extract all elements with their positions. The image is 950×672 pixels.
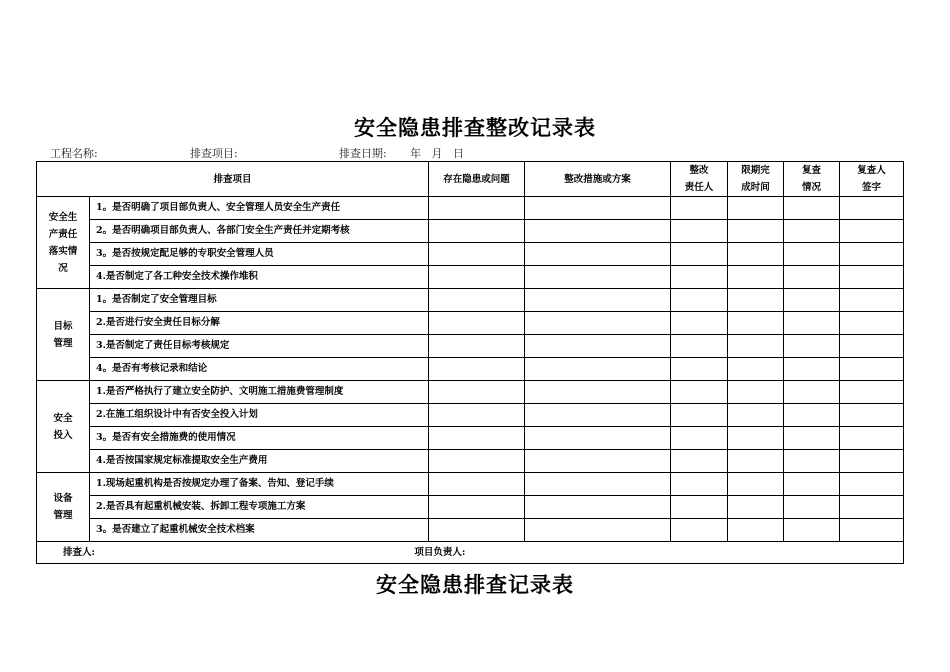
date-units: 年 月 日: [410, 147, 464, 160]
recheck-cell[interactable]: [784, 450, 840, 473]
header-item: 排查项目: [37, 162, 429, 197]
responsible-cell[interactable]: [671, 381, 728, 404]
measures-cell[interactable]: [525, 220, 671, 243]
header-hazard: 存在隐患或问题: [429, 162, 525, 197]
measures-cell[interactable]: [525, 450, 671, 473]
hazard-cell[interactable]: [429, 312, 525, 335]
measures-cell[interactable]: [525, 404, 671, 427]
table-row: [37, 289, 904, 312]
rechecker-cell[interactable]: [840, 473, 904, 496]
recheck-cell[interactable]: [784, 289, 840, 312]
hazard-cell[interactable]: [429, 266, 525, 289]
deadline-cell[interactable]: [728, 197, 784, 220]
measures-cell[interactable]: [525, 358, 671, 381]
check-item-cell: 3。是否按规定配足够的专职安全管理人员: [90, 243, 429, 266]
rechecker-cell[interactable]: [840, 220, 904, 243]
check-item-cell: 4.是否制定了各工种安全技术操作堆积: [90, 266, 429, 289]
header-deadline: 限期完 成时间: [728, 162, 784, 197]
check-item-cell: 1.是否严格执行了建立安全防护、文明施工措施费管理制度: [90, 381, 429, 404]
measures-cell[interactable]: [525, 312, 671, 335]
header-measures: 整改措施或方案: [525, 162, 671, 197]
responsible-cell[interactable]: [671, 220, 728, 243]
deadline-cell[interactable]: [728, 312, 784, 335]
check-item-cell: 1.现场起重机构是否按规定办理了备案、告知、登记手续: [90, 473, 429, 496]
measures-cell[interactable]: [525, 427, 671, 450]
check-item-cell: 3.是否制定了责任目标考核规定: [90, 335, 429, 358]
measures-cell[interactable]: [525, 381, 671, 404]
category-cell: 安全生 产责任 落实情 况: [37, 197, 90, 289]
hazard-cell[interactable]: [429, 427, 525, 450]
table-row: [37, 243, 904, 266]
check-item-label: 排查项目:: [190, 147, 238, 160]
recheck-cell[interactable]: [784, 381, 840, 404]
inspector-label: 排查人:: [63, 546, 96, 558]
rechecker-cell[interactable]: [840, 496, 904, 519]
rechecker-cell[interactable]: [840, 289, 904, 312]
rechecker-cell[interactable]: [840, 358, 904, 381]
header-row: [37, 162, 904, 197]
category-cell: 目标 管理: [37, 289, 90, 381]
table-row: [37, 473, 904, 496]
responsible-cell[interactable]: [671, 243, 728, 266]
recheck-cell[interactable]: [784, 473, 840, 496]
responsible-cell[interactable]: [671, 519, 728, 542]
rechecker-cell[interactable]: [840, 197, 904, 220]
table-row: [37, 335, 904, 358]
hazard-cell[interactable]: [429, 197, 525, 220]
responsible-cell[interactable]: [671, 358, 728, 381]
table-row: [37, 266, 904, 289]
check-item-cell: 1。是否制定了安全管理目标: [90, 289, 429, 312]
recheck-cell[interactable]: [784, 312, 840, 335]
second-title: 安全隐患排查记录表: [376, 572, 574, 597]
responsible-cell[interactable]: [671, 496, 728, 519]
measures-cell[interactable]: [525, 289, 671, 312]
check-item-cell: 4.是否按国家规定标准提取安全生产费用: [90, 450, 429, 473]
rechecker-cell[interactable]: [840, 312, 904, 335]
hazard-cell[interactable]: [429, 519, 525, 542]
check-item-cell: 3。是否建立了起重机械安全技术档案: [90, 519, 429, 542]
measures-cell[interactable]: [525, 197, 671, 220]
table-row: [37, 220, 904, 243]
hazard-cell[interactable]: [429, 450, 525, 473]
table-row: [37, 496, 904, 519]
page-title: 安全隐患排查整改记录表: [354, 115, 596, 140]
measures-cell[interactable]: [525, 266, 671, 289]
measures-cell[interactable]: [525, 519, 671, 542]
header-recheck: 复查 情况: [784, 162, 840, 197]
deadline-cell[interactable]: [728, 243, 784, 266]
deadline-cell[interactable]: [728, 519, 784, 542]
check-item-cell: 2.在施工组织设计中有否安全投入计划: [90, 404, 429, 427]
recheck-cell[interactable]: [784, 358, 840, 381]
table-row: [37, 312, 904, 335]
responsible-cell[interactable]: [671, 473, 728, 496]
measures-cell[interactable]: [525, 335, 671, 358]
table-row: [37, 404, 904, 427]
rechecker-cell[interactable]: [840, 381, 904, 404]
recheck-cell[interactable]: [784, 220, 840, 243]
deadline-cell[interactable]: [728, 381, 784, 404]
recheck-cell[interactable]: [784, 335, 840, 358]
responsible-cell[interactable]: [671, 335, 728, 358]
responsible-cell[interactable]: [671, 266, 728, 289]
deadline-cell[interactable]: [728, 266, 784, 289]
category-cell: 安全 投入: [37, 381, 90, 473]
category-cell: 设备 管理: [37, 473, 90, 542]
header-responsible: 整改 责任人: [671, 162, 728, 197]
check-item-cell: 2。是否明确项目部负责人、各部门安全生产责任并定期考核: [90, 220, 429, 243]
hazard-cell[interactable]: [429, 358, 525, 381]
table-row: [37, 358, 904, 381]
recheck-cell[interactable]: [784, 496, 840, 519]
rechecker-cell[interactable]: [840, 404, 904, 427]
hazard-cell[interactable]: [429, 381, 525, 404]
table-row: [37, 197, 904, 220]
recheck-cell[interactable]: [784, 197, 840, 220]
project-name-label: 工程名称:: [50, 147, 98, 160]
hazard-cell[interactable]: [429, 220, 525, 243]
recheck-cell[interactable]: [784, 404, 840, 427]
responsible-cell[interactable]: [671, 312, 728, 335]
check-item-cell: 2.是否具有起重机械安装、拆卸工程专项施工方案: [90, 496, 429, 519]
responsible-cell[interactable]: [671, 404, 728, 427]
footer-cell: [37, 542, 904, 564]
table-row: [37, 450, 904, 473]
hazard-cell[interactable]: [429, 289, 525, 312]
deadline-cell[interactable]: [728, 358, 784, 381]
rechecker-cell[interactable]: [840, 243, 904, 266]
deadline-cell[interactable]: [728, 450, 784, 473]
rechecker-cell[interactable]: [840, 450, 904, 473]
measures-cell[interactable]: [525, 243, 671, 266]
hazard-cell[interactable]: [429, 496, 525, 519]
measures-cell[interactable]: [525, 496, 671, 519]
responsible-cell[interactable]: [671, 450, 728, 473]
check-item-cell: 2.是否进行安全责任目标分解: [90, 312, 429, 335]
rechecker-cell[interactable]: [840, 335, 904, 358]
responsible-cell[interactable]: [671, 427, 728, 450]
hazard-cell[interactable]: [429, 243, 525, 266]
hazard-cell[interactable]: [429, 473, 525, 496]
table-row: [37, 381, 904, 404]
check-item-cell: 1。是否明确了项目部负责人、安全管理人员安全生产责任: [90, 197, 429, 220]
table-row: [37, 427, 904, 450]
rechecker-cell[interactable]: [840, 266, 904, 289]
responsible-cell[interactable]: [671, 197, 728, 220]
hazard-cell[interactable]: [429, 404, 525, 427]
recheck-cell[interactable]: [784, 519, 840, 542]
rechecker-cell[interactable]: [840, 519, 904, 542]
recheck-cell[interactable]: [784, 266, 840, 289]
project-lead-label: 项目负责人:: [414, 546, 466, 558]
responsible-cell[interactable]: [671, 289, 728, 312]
deadline-cell[interactable]: [728, 289, 784, 312]
deadline-cell[interactable]: [728, 427, 784, 450]
hazard-cell[interactable]: [429, 335, 525, 358]
deadline-cell[interactable]: [728, 220, 784, 243]
measures-cell[interactable]: [525, 473, 671, 496]
deadline-cell[interactable]: [728, 473, 784, 496]
rechecker-cell[interactable]: [840, 427, 904, 450]
deadline-cell[interactable]: [728, 404, 784, 427]
inspection-table: [36, 161, 904, 564]
check-item-cell: 4。是否有考核记录和结论: [90, 358, 429, 381]
deadline-cell[interactable]: [728, 335, 784, 358]
check-item-cell: 3。是否有安全措施费的使用情况: [90, 427, 429, 450]
deadline-cell[interactable]: [728, 496, 784, 519]
check-date-label: 排查日期:: [339, 147, 387, 160]
recheck-cell[interactable]: [784, 427, 840, 450]
table-row: [37, 519, 904, 542]
header-rechecker: 复查人 签字: [840, 162, 904, 197]
footer-row: [37, 542, 904, 564]
recheck-cell[interactable]: [784, 243, 840, 266]
